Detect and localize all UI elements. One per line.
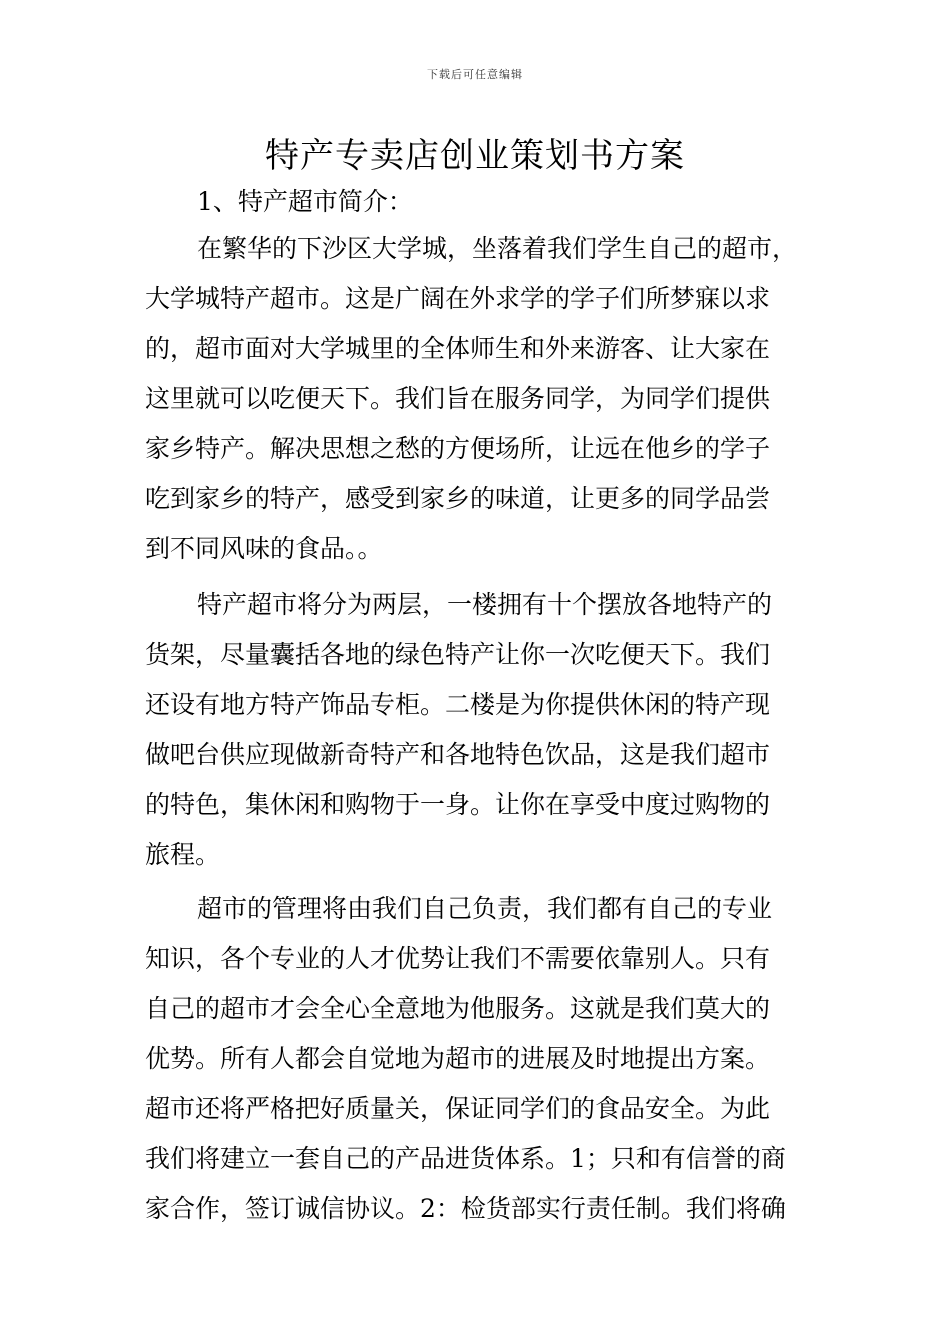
paragraph-intro	[145, 224, 820, 574]
paragraph-line: 的特色，集休闲和购物于一身。让你在享受中度过购物的	[145, 790, 771, 819]
paragraph-line: 在繁华的下沙区大学城，坐落着我们学生自己的超市，	[197, 234, 798, 263]
page-title: 特产专卖店创业策划书方案	[265, 136, 685, 176]
section-heading: 1、特产超市简介：	[197, 187, 413, 216]
paragraph-line: 自己的超市才会全心全意地为他服务。这就是我们莫大的	[145, 994, 771, 1023]
paragraph-line: 家乡特产。解决思想之愁的方便场所，让远在他乡的学子	[145, 434, 771, 463]
paragraph-line: 到不同风味的食品。。	[145, 534, 383, 563]
paragraph-line: 这里就可以吃便天下。我们旨在服务同学，为同学们提供	[145, 384, 771, 413]
paragraph-line: 吃到家乡的特产，感受到家乡的味道，让更多的同学品尝	[145, 484, 771, 513]
paragraph-layout	[145, 580, 820, 880]
paragraph-management	[145, 884, 820, 1234]
paragraph-line: 知识，各个专业的人才优势让我们不需要依靠别人。只有	[145, 944, 771, 973]
paragraph-line: 的，超市面对大学城里的全体师生和外来游客、让大家在	[145, 334, 771, 363]
paragraph-line: 家合作，签订诚信协议。2：检货部实行责任制。我们将确	[145, 1194, 786, 1223]
paragraph-line: 超市的管理将由我们自己负责，我们都有自己的专业	[197, 894, 773, 923]
header-note: 下载后可任意编辑	[427, 68, 523, 81]
paragraph-line: 我们将建立一套自己的产品进货体系。1；只和有信誉的商	[145, 1144, 786, 1173]
document-body	[145, 180, 820, 1234]
paragraph-line: 货架，尽量囊括各地的绿色特产让你一次吃便天下。我们	[145, 640, 771, 669]
paragraph-line: 优势。所有人都会自觉地为超市的进展及时地提出方案。	[145, 1044, 771, 1073]
paragraph-line: 特产超市将分为两层，一楼拥有十个摆放各地特产的	[197, 590, 773, 619]
paragraph-line: 大学城特产超市。这是广阔在外求学的学子们所梦寐以求	[145, 284, 771, 313]
paragraph-line: 还设有地方特产饰品专柜。二楼是为你提供休闲的特产现	[145, 690, 771, 719]
paragraph-line: 超市还将严格把好质量关，保证同学们的食品安全。为此	[145, 1094, 771, 1123]
paragraph-line: 做吧台供应现做新奇特产和各地特色饮品，这是我们超市	[145, 740, 771, 769]
paragraph-line: 旅程。	[145, 840, 221, 869]
